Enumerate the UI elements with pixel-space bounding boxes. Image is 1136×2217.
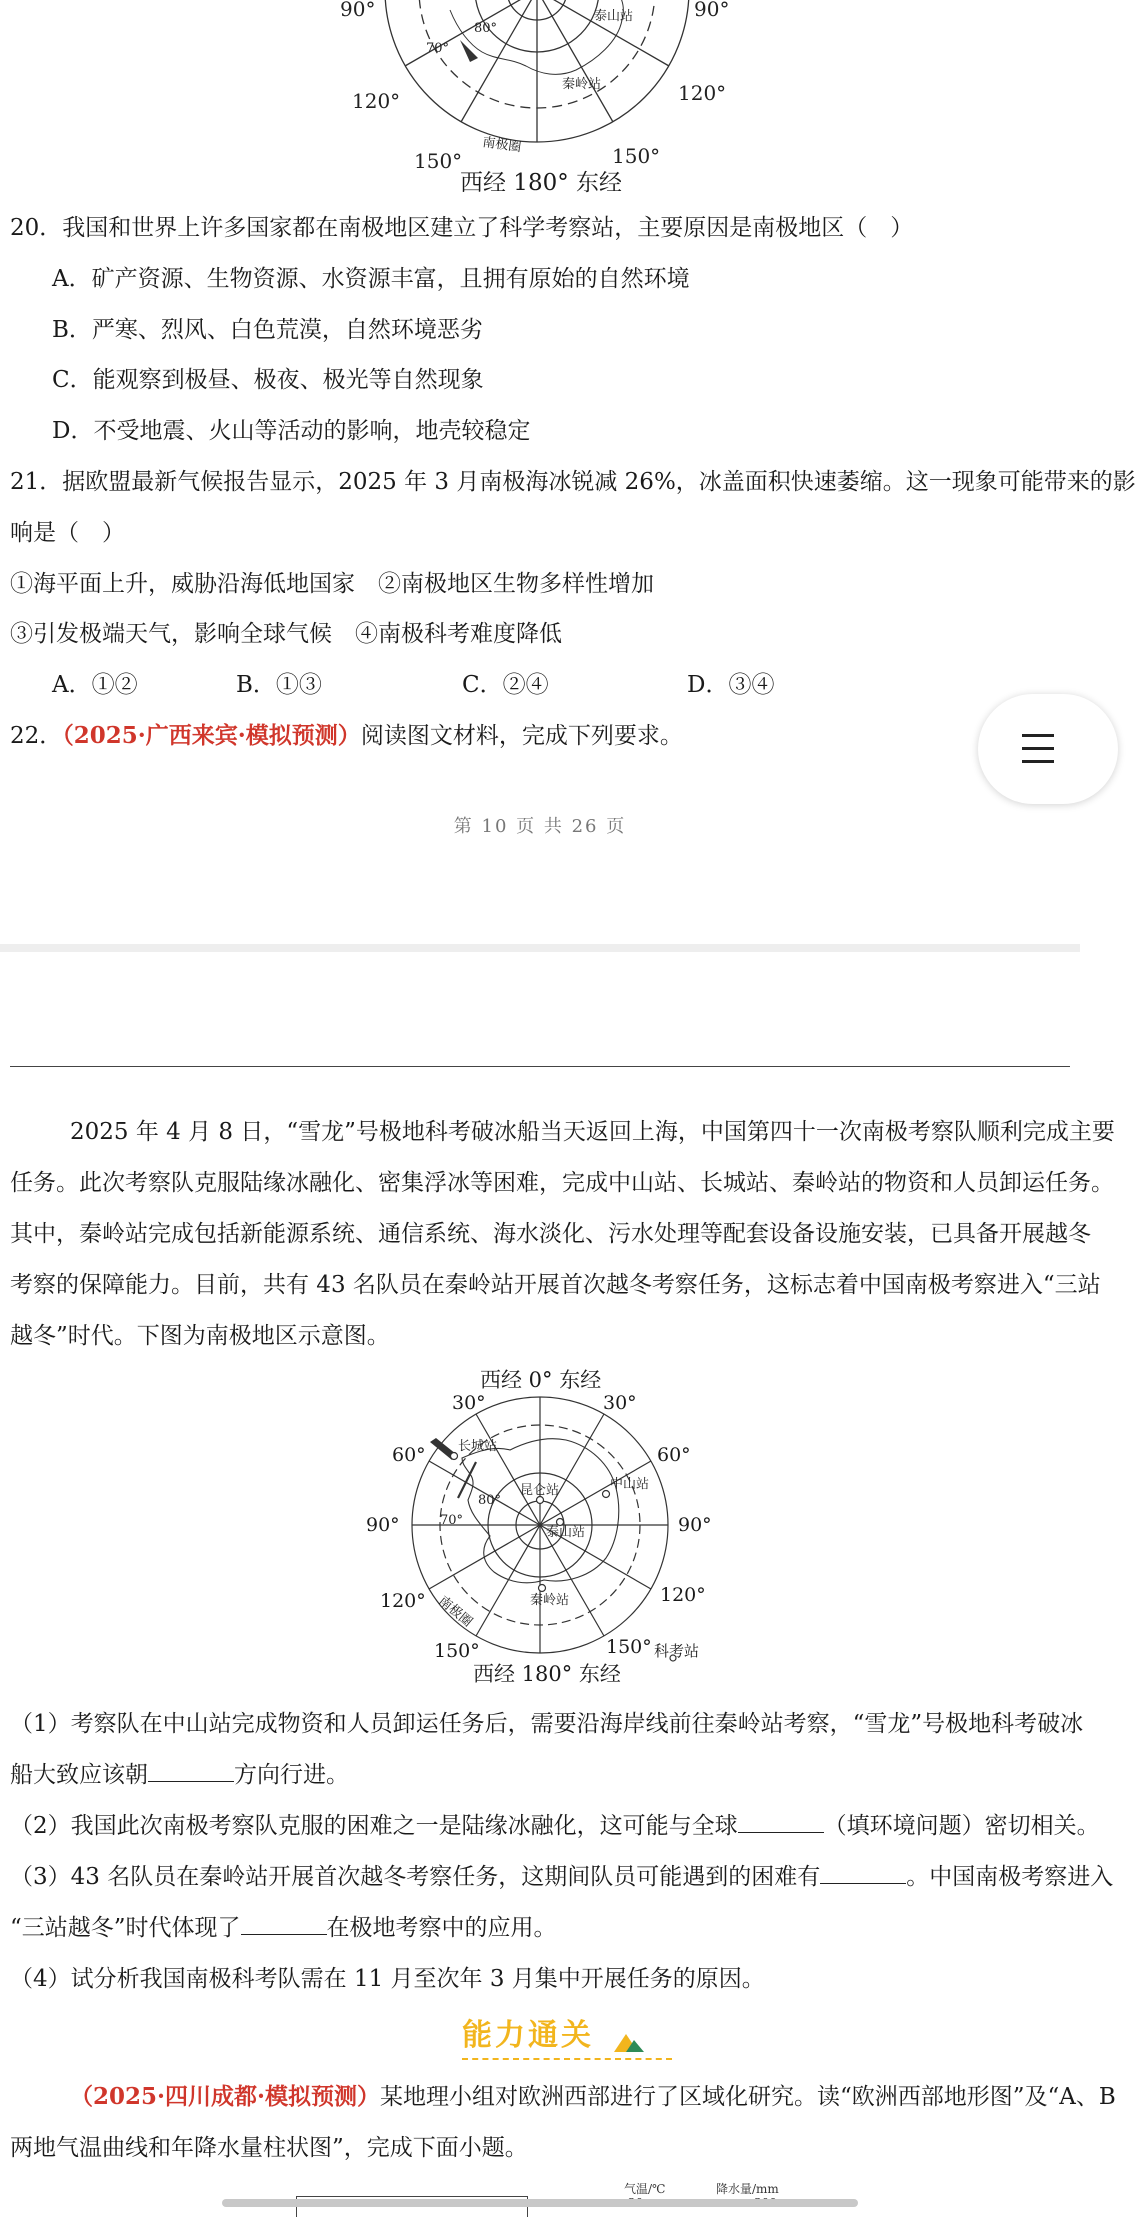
section-banner-underline [462,2058,672,2060]
map-lon60e: 60° [657,1444,691,1466]
page-break [0,944,1080,952]
map-station-zhongshan: 中山站 [610,1477,650,1492]
sub-q3-line1 [10,1852,1113,1902]
menu-icon-bar [1022,747,1054,750]
passage-line: 其中，秦岭站完成包括新能源系统、通信系统、海水淡化、污水处理等配套设备设施安装，已具备开展越冬 [10,1221,1091,1247]
map-top-lon120w: 120° [352,89,401,113]
sub-q1-line2 [10,1750,349,1800]
chart-left-axis-label: 气温/℃ [624,2182,666,2196]
map-main-bottom-caption: 西经 180° 东经 [473,1662,621,1686]
map-lon30w: 30° [452,1392,486,1414]
map-station-kunlun: 昆仑站 [520,1483,560,1498]
answer-blank[interactable] [241,1912,327,1935]
q21-items-line2: ③引发极端天气，影响全球气候 ④南极科考难度降低 [10,621,562,647]
sub-q1-line1: （1）考察队在中山站完成物资和人员卸运任务后，需要沿海岸线前往秦岭站考察，“雪龙”号极地科考破冰 [10,1711,1084,1737]
sub-q3-line2 [10,1903,557,1953]
q22-header [10,711,683,761]
q20-option-c: C．能观察到极昼、极夜、极光等自然现象 [52,367,484,393]
map-lon90w: 90° [366,1514,400,1536]
map-top-lon150e: 150° [612,144,661,168]
sub-q2-text: （2）我国此次南极考察队克服的困难之一是陆缘冰融化，这可能与全球 [10,1813,738,1839]
map-top-station-qinling: 秦岭站 [562,77,602,92]
antarctica-map [370,1390,710,1680]
q21-option-b: B．①③ [236,672,322,698]
q21-option-c: C．②④ [462,672,549,698]
mountain-icon [612,2030,646,2054]
q21-stem-line2: 响是（ ） [10,520,125,546]
passage-line: 2025 年 4 月 8 日，“雪龙”号极地科考破冰船当天返回上海，中国第四十一次南极考察队顺利完成主要 [70,1119,1115,1145]
answer-blank[interactable] [148,1759,234,1782]
map-top-station-taishan: 泰山站 [594,9,634,24]
sub-q4: （4）试分析我国南极科考队需在 11 月至次年 3 月集中开展任务的原因。 [10,1966,765,1992]
map-station-taishan: 泰山站 [546,1525,586,1540]
page-number-footer: 第 10 页 共 26 页 [453,816,627,837]
map-top-bottom-caption: 西经 180° 东经 [460,170,623,196]
sub-q3-text: （3）43 名队员在秦岭站开展首次越冬考察任务，这期间队员可能遇到的困难有 [10,1864,821,1890]
answer-blank[interactable] [820,1861,906,1884]
map-main-top-caption: 西经 0° 东经 [480,1368,602,1392]
map-lon150w: 150° [434,1640,480,1662]
map-top-lon120e: 120° [678,81,727,105]
passage [10,1107,1115,1362]
q20-option-b: B．严寒、烈风、白色荒漠，自然环境恶劣 [52,317,483,343]
map-top-lat80: 80° [474,21,498,36]
map-lat80: 80° [478,1493,502,1508]
sub-q3-text-end: 在极地考察中的应用。 [326,1915,557,1941]
map-station-qinling: 秦岭站 [530,1593,570,1608]
map-legend-station: 科考站 [654,1642,700,1660]
q21-stem-line1: 21．据欧盟最新气候报告显示，2025 年 3 月南极海冰锐减 26%，冰盖面积快速萎缩。这一现象可能带来的影 [10,469,1136,495]
map-top-lat70: 70° [426,41,450,56]
map-circle-label: 南极圈 [435,1593,475,1631]
q22-instruction: 阅读图文材料，完成下列要求。 [360,723,683,749]
sub-q3-text-2: “三站越冬”时代体现了 [10,1915,241,1941]
map-lat70: 70° [440,1513,464,1528]
q20-option-d: D．不受地震、火山等活动的影响，地壳较稳定 [52,418,531,444]
map-station-changcheng: 长城站 [458,1439,498,1454]
next-question-text: 某地理小组对欧洲西部进行了区域化研究。读“欧洲西部地形图”及“A、B [380,2084,1116,2110]
passage-line: 任务。此次考察队克服陆缘冰融化、密集浮冰等困难，完成中山站、长城站、秦岭站的物资和人员卸运任务。 [10,1170,1114,1196]
q22-source: （2025·广西来宾·模拟预测） [62,722,361,749]
section-banner-title: 能力通关 [462,2018,594,2053]
map-top-lon150w: 150° [414,149,463,173]
q20-option-a: A．矿产资源、生物资源、水资源丰富，且拥有原始的自然环境 [52,266,690,292]
next-question-source: （2025·四川成都·模拟预测） [70,2083,381,2110]
map-top-lon90w: 90° [340,0,376,21]
q21-items-line1: ①海平面上升，威胁沿海低地国家 ②南极地区生物多样性增加 [10,571,654,597]
floating-menu-button[interactable] [978,694,1118,804]
map-lon30e: 30° [603,1392,637,1414]
answer-blank[interactable] [738,1810,824,1833]
sub-q1-text: 船大致应该朝 [10,1762,148,1788]
q21-option-d: D．③④ [687,672,775,698]
map-top-circle-label: 南极圈 [481,135,523,156]
passage-line: 考察的保障能力。目前，共有 43 名队员在秦岭站开展首次越冬考察任务，这标志着中国南极考察进入“三站 [10,1272,1101,1298]
sub-q3-text-mid: 。中国南极考察进入 [906,1864,1114,1890]
map-lon120e: 120° [660,1584,706,1606]
map-lon90e: 90° [678,1514,712,1536]
menu-icon-bar [1022,734,1054,737]
sub-q1-text-end: 方向行进。 [234,1762,349,1788]
next-question-line1 [10,2072,1116,2122]
horizontal-scrollbar[interactable] [222,2199,858,2207]
menu-icon-bar [1022,760,1054,763]
map-lon150e: 150° [606,1636,652,1658]
header-rule [10,1066,1070,1067]
q22-number: 22． [10,723,63,749]
chart-right-axis-label: 降水量/mm [716,2182,779,2196]
sub-q2 [10,1801,1100,1851]
q21-option-a: A．①② [52,672,138,698]
next-question-line2: 两地气温曲线和年降水量柱状图”，完成下面小题。 [10,2135,528,2161]
map-top-lon90e: 90° [694,0,730,21]
passage-line: 越冬”时代。下图为南极地区示意图。 [10,1323,390,1349]
sub-q2-text-end: （填环境问题）密切相关。 [823,1813,1100,1839]
map-lon120w: 120° [380,1590,426,1612]
q20-stem: 20．我国和世界上许多国家都在南极地区建立了科学考察站，主要原因是南极地区（ ） [10,215,914,241]
map-lon60w: 60° [392,1444,426,1466]
